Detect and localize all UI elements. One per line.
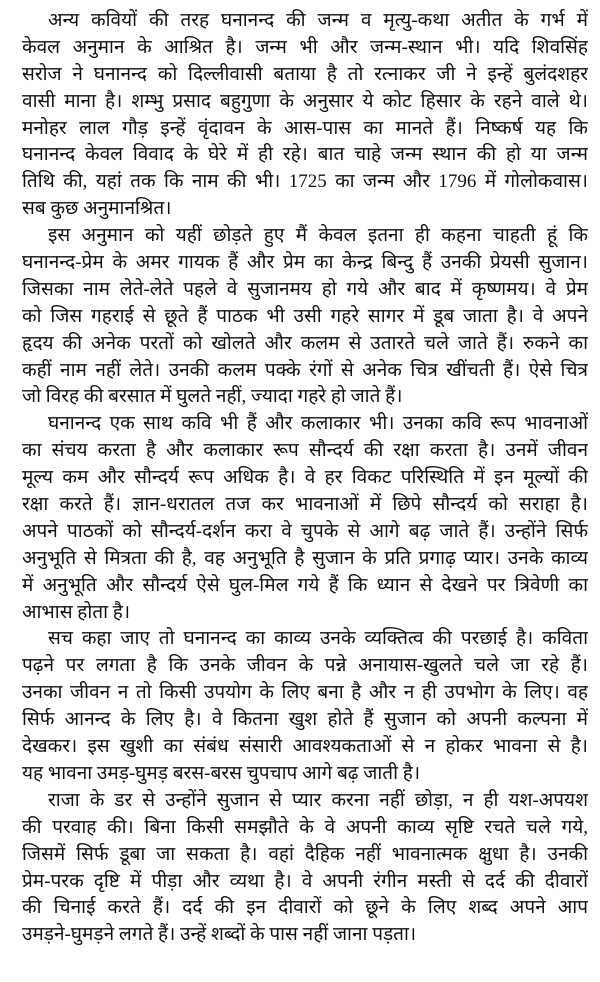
- text-line: घनानन्द एक साथ कवि भी हैं और कलाकार भी। उनका कवि रूप भावनाओं: [48, 413, 588, 435]
- text-line: सिर्फ आनन्द के लिए है। वे कितना खुश होते हैं सुजान को अपनी कल्पना में: [22, 709, 588, 731]
- text-line: कहीं नाम नहीं लेते। उनकी कलम पक्के रंगों से अनेक चित्र खींचती हैं। ऐसे चित्र: [22, 359, 588, 381]
- paragraph: [22, 411, 588, 626]
- paragraph: [22, 788, 588, 949]
- paragraph: [22, 626, 588, 787]
- text-line: अनुभूति से मित्रता की है, वह अनुभूति है सुजान के प्रति प्रगाढ़ प्यार। उनके काव्य: [22, 547, 588, 569]
- text-line: अन्य कवियों की तरह घनानन्द की जन्म व मृत्यु-कथा अतीत के गर्भ में: [48, 10, 588, 31]
- text-line: रक्षा करते हैं। ज्ञान-धरातल तज कर भावनाओं में छिपे सौन्दर्य को सराहा है।: [22, 494, 588, 516]
- text-line: केवल अनुमान के आश्रित है। जन्म भी और जन्म-स्थान भी। यदि शिवसिंह: [22, 36, 588, 58]
- text-line: जो विरह की बरसात में घुलते नहीं, ज्यादा गहरे हो जाते हैं।: [22, 386, 403, 408]
- text-line: सरोज ने घनानन्द को दिल्लीवासी बताया है तो रत्नाकर जी ने इन्हें बुलंदशहर: [22, 63, 588, 85]
- text-line: सच कहा जाए तो घनानन्द का काव्य उनके व्यक्तित्व की परछाई है। कविता: [48, 628, 588, 650]
- text-line: जिसका नाम लेते-लेते पहले वे सुजानमय हो गये और बाद में कृष्णमय। वे प्रेम: [22, 278, 588, 300]
- text-line: यह भावना उमड़-घुमड़ बरस-बरस चुपचाप आगे बढ़ जाती है।: [22, 762, 421, 784]
- text-line: हृदय की अनेक परतों को खोलते और कलम से उतारते चले जाते हैं। रुकने का: [22, 332, 588, 354]
- text-line: का संचय करता है और कलाकार रूप सौन्दर्य की रक्षा करता है। उनमें जीवन: [22, 440, 588, 462]
- paragraph: [22, 223, 588, 411]
- text-line: प्रेम-परक दृष्टि में पीड़ा और व्यथा है। वे अपनी रंगीन मस्ती से दर्द की दीवारों: [22, 870, 588, 892]
- text-line: घनानन्द-प्रेम के अमर गायक हैं और प्रेम का केन्द्र बिन्दु हैं उनकी प्रेयसी सुजान।: [22, 252, 588, 274]
- text-line: राजा के डर से उन्होंने सुजान से प्यार करना नहीं छोड़ा, न ही यश-अपयश: [48, 789, 588, 811]
- text-line: अपने पाठकों को सौन्दर्य-दर्शन करा वे चुपके से आगे बढ़ जाते हैं। उन्होंने सिर्फ: [22, 520, 588, 542]
- text-line: उमड़ने-घुमड़ने लगते हैं। उन्हें शब्दों के पास नहीं जाना पड़ता।: [22, 924, 417, 946]
- text-line: को जिस गहराई से छूते हैं पाठक भी उसी गहरे सागर में डूब जाता है। वे अपने: [22, 305, 588, 327]
- text-line: मूल्य कम और सौन्दर्य रूप अधिक है। वे हर विकट परिस्थिति में इन मूल्यों की: [22, 467, 588, 489]
- text-line: जिसमें सिर्फ डूबा जा सकता है। वहां दैहिक नहीं भावनात्मक क्षुधा है। उनकी: [22, 843, 588, 865]
- text-line: इस अनुमान को यहीं छोड़ते हुए मैं केवल इतना ही कहना चाहती हूं कि: [48, 225, 588, 247]
- text-line: की परवाह की। बिना किसी समझौते के वे अपनी काव्य सृष्टि रचते चले गये,: [22, 816, 588, 838]
- text-line: आभास होता है।: [22, 601, 131, 623]
- text-line: वासी माना है। शम्भु प्रसाद बहुगुणा के अनुसार ये कोट हिसार के रहने वाले थे।: [22, 90, 588, 112]
- document-page: [22, 8, 588, 949]
- text-line: में अनुभूति और सौन्दर्य ऐसे घुल-मिल गये हैं कि ध्यान से देखने पर त्रिवेणी का: [22, 574, 588, 596]
- text-line: सब कुछ अनुमानश्रित।: [22, 198, 172, 220]
- text-line: उनका जीवन न तो किसी उपयोग के लिए बना है और न ही उपभोग के लिए। वह: [22, 682, 588, 704]
- text-line: घनानन्द केवल विवाद के घेरे में ही रहे। बात चाहे जन्म स्थान की हो या जन्म: [22, 144, 588, 166]
- text-line: देखकर। इस खुशी का संबंध संसारी आवश्यकताओं से न होकर भावना से है।: [22, 736, 588, 758]
- text-line: पढ़ने पर लगता है कि उनके जीवन के पन्ने अनायास-खुलते चले जा रहे हैं।: [22, 655, 588, 677]
- text-line: तिथि की, यहां तक कि नाम की भी। 1725 का जन्म और 1796 में गोलोकवास।: [22, 171, 588, 193]
- paragraph: [22, 8, 588, 223]
- text-line: की चिनाई करते हैं। दर्द की इन दीवारों को छूने के लिए शब्द अपने आप: [22, 897, 588, 919]
- text-line: मनोहर लाल गौड़ इन्हें वृंदावन के आस-पास का मानते हैं। निष्कर्ष यह कि: [22, 117, 588, 139]
